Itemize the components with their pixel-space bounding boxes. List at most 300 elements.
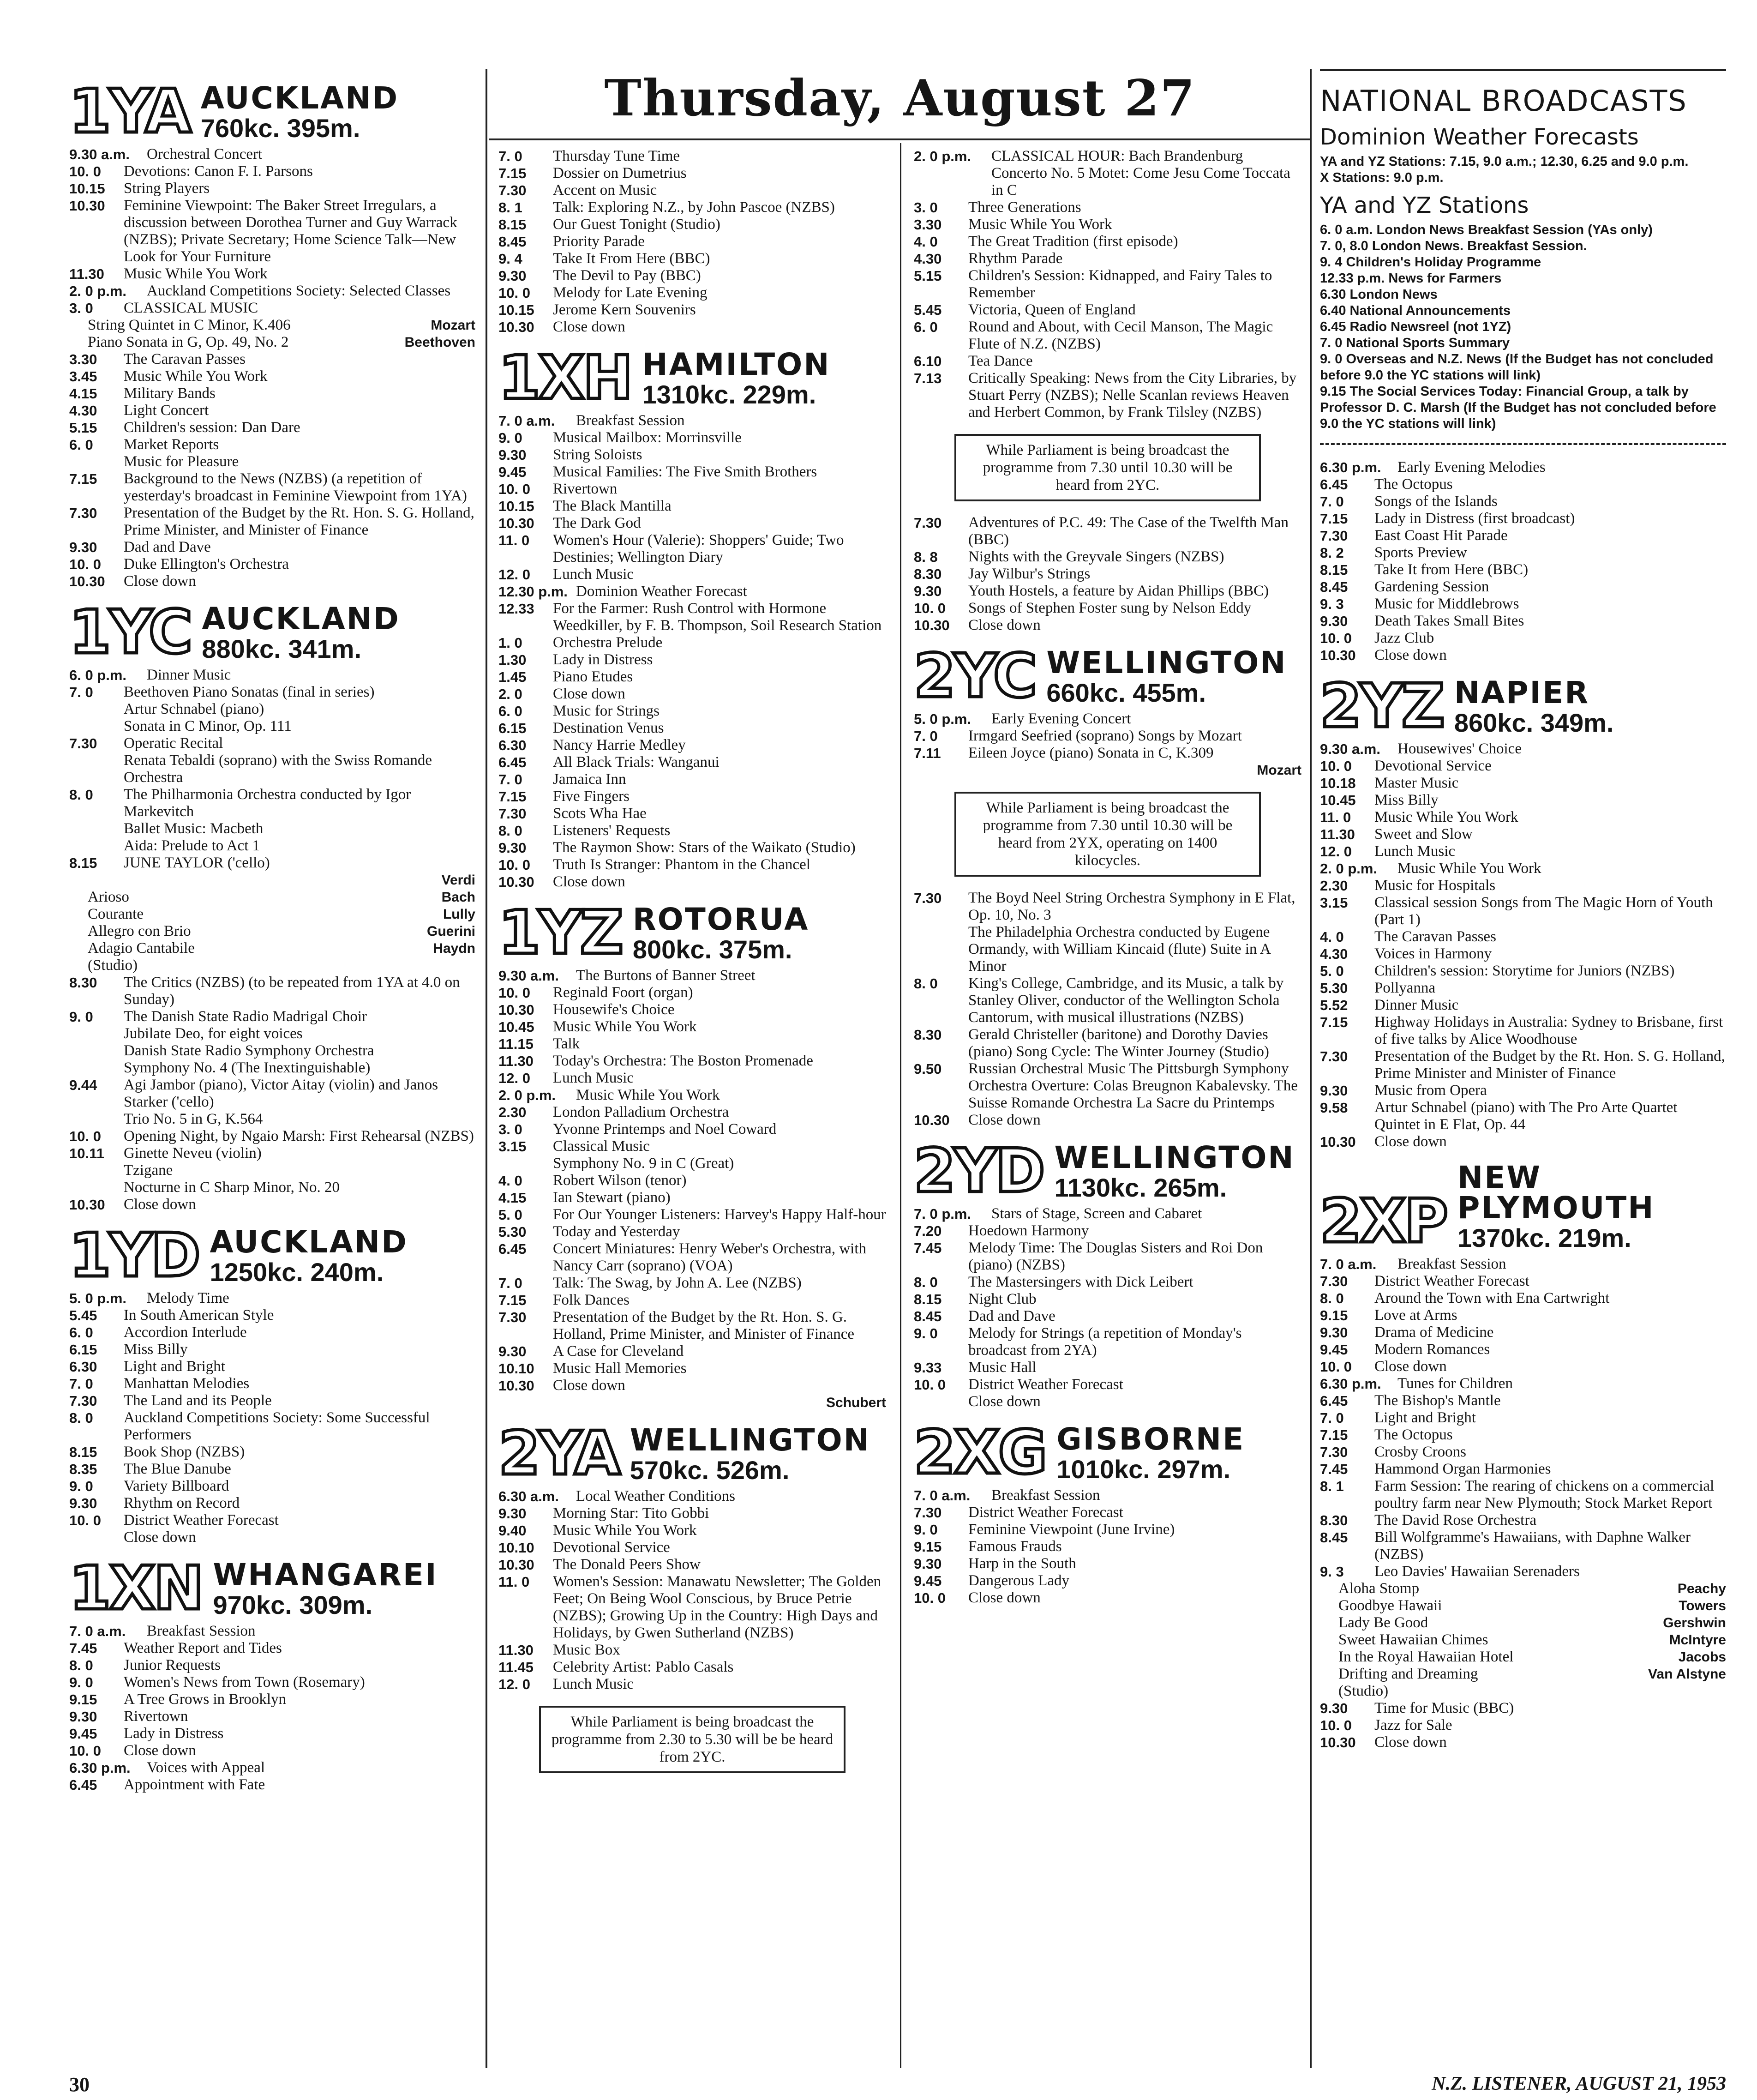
programme-item <box>498 1172 886 1189</box>
programme-time: 8.15 <box>498 217 527 233</box>
programme-item <box>1320 1375 1726 1392</box>
programme-title: Presentation of the Budget by the Rt. Hon. S. G. Holland, Prime Minister, and Minister of Finance <box>124 505 474 538</box>
programme-title: Around the Town with Ena Cartwright <box>1374 1290 1610 1306</box>
programme-title: The Great Tradition (first episode) <box>968 233 1178 250</box>
programme-title: Talk: The Swag, by John A. Lee (NZBS) <box>553 1275 802 1291</box>
programme-item <box>69 505 475 539</box>
programme-time: 11. 0 <box>498 532 530 548</box>
programme-item <box>498 1001 886 1018</box>
composer-line <box>69 872 475 889</box>
programme-title: CLASSICAL HOUR: Bach Brandenburg Concerto No. 5 Motet: Come Jesu Come Toccata in C <box>991 148 1290 199</box>
work-title: Arioso <box>88 889 129 905</box>
station-frequency: 760kc. 395m. <box>200 114 360 143</box>
programme-item <box>498 429 886 446</box>
programme-item <box>914 250 1301 267</box>
composer: Jacobs <box>1678 1649 1726 1665</box>
programme-item <box>69 1623 475 1640</box>
station-info <box>1054 1140 1295 1202</box>
station-info <box>633 904 810 963</box>
programme-item <box>1320 1392 1726 1409</box>
station-city: WELLINGTON <box>630 1422 870 1458</box>
programme-item <box>1320 1341 1726 1358</box>
programme-item <box>1320 809 1726 826</box>
station-call-sign: 1YD <box>69 1220 199 1290</box>
programme-item <box>498 233 886 250</box>
programme-time: 10. 0 <box>1320 1359 1352 1375</box>
programme-time: 7. 0 <box>69 684 93 700</box>
programme-title: Orchestra Prelude <box>553 634 663 651</box>
programme-time: 9.30 <box>1320 1083 1348 1099</box>
programme-title: Ginette Neveu (violin) <box>124 1145 262 1161</box>
programme-time: 8. 1 <box>498 199 522 216</box>
programme-title: The Boyd Neel String Orchestra Symphony in E Flat, Op. 10, No. 3 <box>968 890 1295 923</box>
programme-time: 7.30 <box>69 735 97 752</box>
programme-title: Bill Wolfgramme's Hawaiians, with Daphne Walker (NZBS) <box>1374 1529 1691 1563</box>
national-broadcast-item <box>1320 303 1726 319</box>
programme-item <box>498 319 886 336</box>
programme-time: 9.44 <box>69 1077 97 1093</box>
programme-time: 10. 0 <box>1320 758 1352 774</box>
programme-item <box>498 754 886 771</box>
programme-item <box>1320 1307 1726 1324</box>
programme-item <box>69 539 475 556</box>
programme-time: 11.30 <box>1320 826 1355 842</box>
programme-item <box>69 701 475 718</box>
programme-time: 12.30 p.m. <box>498 584 568 600</box>
programme-time: 4. 0 <box>914 234 938 250</box>
work-title: Allegro con Brio <box>88 923 191 939</box>
programme-title: Crosby Croons <box>1374 1444 1466 1460</box>
programme-title: Music for Pleasure <box>124 453 239 470</box>
programme-item <box>498 498 886 515</box>
programme-title: Music While You Work <box>124 368 268 385</box>
programme-item <box>1320 596 1726 613</box>
programme-item <box>498 446 886 463</box>
programme-item <box>69 1444 475 1461</box>
programme-item <box>69 684 475 701</box>
programme-item <box>69 735 475 752</box>
programme-time: 8.45 <box>1320 1529 1348 1546</box>
programme-item <box>914 1240 1301 1274</box>
station-city: GISBORNE <box>1056 1421 1245 1457</box>
programme-time: 7.30 <box>914 515 942 531</box>
programme-time: 1.30 <box>498 652 527 668</box>
programme-item <box>498 788 886 805</box>
programme-title: Victoria, Queen of England <box>968 301 1136 318</box>
programme-item <box>498 1505 886 1522</box>
programme-time: 7. 0 <box>1320 493 1344 510</box>
programme-time: 6.30 <box>498 737 527 753</box>
programme-time: 6.30 p.m. <box>1320 1376 1381 1392</box>
programme-time: 6.30 <box>1320 287 1346 302</box>
station-call-sign: 2YZ <box>1320 671 1443 741</box>
programme-time: 9. 0 <box>498 430 522 446</box>
programme-time: 7.30 <box>498 806 527 822</box>
programme-item <box>498 1035 886 1053</box>
programme-title: Love at Arms <box>1374 1307 1457 1324</box>
programme-time: 4. 0 <box>1320 929 1344 945</box>
programme-item <box>1320 860 1726 877</box>
programme-item <box>498 1189 886 1206</box>
programme-title: The Philadelphia Orchestra conducted by Eugene Ormandy, with William Kincaid (flute) Suite in A Minor <box>968 924 1270 975</box>
programme-item <box>498 1343 886 1360</box>
programme-title: Music While You Work <box>576 1087 720 1103</box>
programme-title: Close down <box>1374 1133 1447 1150</box>
programme-time: 6. 0 <box>69 1324 93 1341</box>
programme-item <box>498 165 886 182</box>
programme-item <box>69 180 475 197</box>
programme-title: Aida: Prelude to Act 1 <box>124 837 260 854</box>
programme-item <box>914 1572 1301 1589</box>
programme-time: 3.30 <box>914 217 942 233</box>
programme-title: Music for Middlebrows <box>1374 596 1519 612</box>
column-1 <box>69 69 475 1793</box>
programme-time: 10.15 <box>498 302 534 318</box>
composer-line <box>498 1394 886 1411</box>
programme-time: 7.15 <box>1320 511 1348 527</box>
programme-title: Highway Holidays in Australia: Sydney to Brisbane, first of five talks by Alice Woodhouse <box>1374 1014 1723 1047</box>
programme-title: Miss Billy <box>124 1341 188 1358</box>
programme-time: 10. 0 <box>69 163 101 180</box>
programme-title: Dad and Dave <box>968 1308 1055 1324</box>
programme-title: Breakfast Session <box>991 1487 1100 1504</box>
programme-time: 6.40 <box>1320 303 1346 318</box>
programme-time: 12. 0 <box>498 1676 530 1692</box>
programme-title: Beethoven Piano Sonatas (final in series) <box>124 684 375 700</box>
programme-title: Adventures of P.C. 49: The Case of the Twelfth Man (BBC) <box>968 514 1289 548</box>
programme-title: Songs of Stephen Foster sung by Nelson Eddy <box>968 600 1252 616</box>
programme-title: Feminine Viewpoint (June Irvine) <box>968 1521 1175 1538</box>
ya-yz-stations-heading: YA and YZ Stations <box>1320 193 1529 218</box>
programme-time: 4. 0 <box>498 1173 522 1189</box>
programme-title: District Weather Forecast <box>968 1376 1123 1393</box>
programme-title: Death Takes Small Bites <box>1374 613 1524 629</box>
programme-title: District Weather Forecast <box>124 1512 279 1528</box>
programme-item <box>914 1504 1301 1521</box>
parliament-notice: While Parliament is being broadcast the programme from 7.30 until 10.30 will be heard from 2YX, operating on 1400 kilocycles. <box>954 792 1261 877</box>
programme-time: 8.30 <box>914 1027 942 1043</box>
programme-item <box>69 351 475 368</box>
programme-title: Close down <box>1374 1358 1447 1375</box>
programme-title: Talk: Exploring N.Z., by John Pascoe (NZBS) <box>553 199 835 216</box>
programme-item <box>69 453 475 470</box>
programme-time: 11. 0 <box>498 1574 530 1590</box>
programme-time: 7.30 <box>1320 1273 1348 1289</box>
page-number: 30 <box>69 2073 90 2096</box>
programme-title: Ballet Music: Macbeth <box>124 820 264 837</box>
programme-title: Manhattan Melodies <box>124 1375 250 1392</box>
programme-item <box>914 1274 1301 1291</box>
programme-title: The Burtons of Banner Street <box>576 967 756 984</box>
programme-item <box>914 710 1301 728</box>
programme-time: 12. 0 <box>1320 843 1352 860</box>
programme-time <box>69 453 124 470</box>
programme-time: 7. 0 <box>914 728 938 744</box>
programme-item <box>914 1308 1301 1325</box>
programme-title: Nancy Harrie Medley <box>553 737 686 753</box>
programme-title: London News <box>1349 287 1438 302</box>
programme-item <box>69 837 475 854</box>
programme-item <box>69 1512 475 1529</box>
programme-title: Music for Strings <box>553 703 660 719</box>
programme-title: Youth Hostels, a feature by Aidan Phillips (BBC) <box>968 583 1269 599</box>
programme-item <box>1320 826 1726 843</box>
weather-forecasts-heading: Dominion Weather Forecasts <box>1320 124 1639 150</box>
programme-time <box>69 718 124 735</box>
programme-time: 9.30 <box>1320 1700 1348 1716</box>
programme-item <box>914 1555 1301 1572</box>
programme-title: Feminine Viewpoint: The Baker Street Irregulars, a discussion between Dorothea Turner and Guy Warrack (NZBS); Private Secretary; Home Science Talk—New Look for Your Furniture <box>124 197 457 265</box>
programme-time <box>69 1025 124 1042</box>
programme-title: Piano Etudes <box>553 668 633 685</box>
programme-title: JUNE TAYLOR ('cello) <box>124 854 270 871</box>
programme-title: The David Rose Orchestra <box>1374 1512 1536 1528</box>
programme-time: 10.45 <box>498 1019 534 1035</box>
programme-title: Three Generations <box>968 199 1081 216</box>
programme-time <box>69 1059 124 1077</box>
music-selection <box>1320 1631 1726 1649</box>
programme-title: Music for Hospitals <box>1374 877 1496 894</box>
programme-time: 11. 0 <box>1320 809 1351 825</box>
programme-title: Truth Is Stranger: Phantom in the Chancel <box>553 856 810 873</box>
composer: Gershwin <box>1663 1615 1726 1631</box>
programme-item <box>1320 980 1726 997</box>
programme-time: 8. 0 <box>498 823 522 839</box>
programme-title: Gerald Christeller (baritone) and Dorothy Davies (piano) Song Cycle: The Winter Journey (Studio) <box>968 1026 1269 1060</box>
programme-item <box>69 1691 475 1708</box>
programme-title: Critically Speaking: News from the City Libraries, by Stuart Perry (NZBS); Nelle Scanlan reviews Heaven and Herbert Common, by Frank Tilsley (NZBS) <box>968 370 1297 421</box>
programme-title: Eileen Joyce (piano) Sonata in C, K.309 <box>968 745 1214 761</box>
programme-title: Music While You Work <box>553 1522 697 1539</box>
programme-time: 7. 0 <box>1320 1410 1344 1426</box>
programme-time: 9.30 <box>1320 1324 1348 1341</box>
programme-time: 3.45 <box>69 368 97 385</box>
programme-title: For the Farmer: Rush Control with Hormone Weedkiller, by F. B. Thompson, Soil Research Station <box>553 600 882 634</box>
programme-time: 10. 0 <box>1320 630 1352 646</box>
programme-item <box>1320 1048 1726 1082</box>
programme-title: Tunes for Children <box>1397 1375 1513 1392</box>
composer: Van Alstyne <box>1648 1667 1726 1682</box>
programme-item <box>69 786 475 820</box>
programme-time: 5.15 <box>914 268 942 284</box>
programme-item <box>69 573 475 590</box>
programme-item <box>1320 613 1726 630</box>
programme-time: 5.15 <box>69 420 97 436</box>
programme-item <box>69 1307 475 1324</box>
programme-item <box>69 300 475 317</box>
programme-title: Presentation of the Budget by the Rt. Hon. S. G. Holland, Prime Minister, and Minister of Finance <box>553 1309 855 1342</box>
programme-time <box>69 1179 124 1196</box>
programme-time: 7.15 <box>69 471 97 487</box>
programme-item <box>69 1375 475 1392</box>
programme-item <box>914 1205 1301 1222</box>
programme-time: 9. 3 <box>1320 596 1344 612</box>
programme-time: 8.15 <box>69 1444 97 1460</box>
station-header <box>69 1553 475 1623</box>
programme-time: 10. 0 <box>914 1590 946 1606</box>
programme-title: Scots Wha Hae <box>553 805 647 822</box>
programme-time: 2. 0 p.m. <box>498 1087 556 1103</box>
programme-item <box>1320 997 1726 1014</box>
programme-item <box>69 1742 475 1759</box>
national-broadcasts-panel <box>1320 69 1726 445</box>
programme-title: The Octopus <box>1374 476 1453 493</box>
programme-title: Presentation of the Budget by the Rt. Hon. S. G. Holland, Prime Minister and Minister of Finance <box>1374 1048 1725 1082</box>
page-title: Thursday, August 27 <box>604 69 1196 127</box>
programme-time: 9.30 <box>914 583 942 599</box>
programme-title: Duke Ellington's Orchestra <box>124 556 289 572</box>
programme-time: 5. 0 <box>1320 963 1344 979</box>
programme-item <box>1320 775 1726 792</box>
programme-item <box>498 301 886 319</box>
programme-time: 9. 0 <box>914 1522 938 1538</box>
station-header <box>498 897 886 968</box>
programme-time: 10. 0 <box>498 481 530 497</box>
station-info <box>202 601 400 663</box>
work-title: Goodbye Hawaii <box>1338 1597 1442 1614</box>
programme-item <box>914 319 1301 353</box>
programme-title: Music Box <box>553 1642 620 1658</box>
national-broadcast-item <box>1320 222 1726 238</box>
programme-time: 9.30 <box>1320 613 1348 629</box>
programme-time: 8.45 <box>498 234 527 250</box>
programme-item <box>498 250 886 267</box>
programme-title: The Danish State Radio Madrigal Choir <box>124 1008 367 1025</box>
programme-time: 9.33 <box>914 1360 942 1376</box>
programme-time: 4.15 <box>498 1190 527 1206</box>
programme-time: 10. 0 <box>914 600 946 616</box>
programme-time: 9.30 <box>498 447 527 463</box>
programme-title: Hammond Organ Harmonies <box>1374 1461 1551 1477</box>
weather-forecast-line: X Stations: 9.0 p.m. <box>1320 170 1444 185</box>
station-header <box>1320 671 1726 741</box>
programme-time: 7.30 <box>69 505 97 521</box>
programme-item <box>914 890 1301 924</box>
programme-item <box>498 1539 886 1556</box>
programme-time: 7.45 <box>914 1240 942 1256</box>
programme-time: 7.45 <box>69 1640 97 1656</box>
programme-item <box>69 1640 475 1657</box>
programme-time: 8.30 <box>1320 1512 1348 1528</box>
programme-title: Nocturne in C Sharp Minor, No. 20 <box>124 1179 340 1196</box>
programme-time: 10.30 <box>498 1002 534 1018</box>
programme-time: 10. 0 <box>498 857 530 873</box>
station-header <box>498 343 886 413</box>
programme-time: 7.30 <box>498 182 527 199</box>
programme-time: 9.30 a.m. <box>1320 741 1380 757</box>
programme-title: In South American Style <box>124 1307 274 1324</box>
programme-title: Music Hall <box>968 1359 1037 1376</box>
programme-time: 8.45 <box>1320 579 1348 595</box>
station-city: NEW PLYMOUTH <box>1457 1160 1655 1226</box>
programme-item <box>914 1112 1301 1129</box>
programme-title: The Octopus <box>1374 1426 1453 1443</box>
programme-time: 10.30 <box>498 874 534 890</box>
programme-time: 10.45 <box>1320 792 1356 808</box>
programme-time: 9. 4 <box>498 251 522 267</box>
programme-item <box>69 667 475 684</box>
column-2 <box>498 148 886 1786</box>
programme-item <box>914 617 1301 634</box>
programme-title: String Players <box>124 180 210 197</box>
station-call-sign: 1YZ <box>498 897 622 968</box>
programme-time: 8. 2 <box>1320 545 1344 561</box>
programme-title: Music While You Work <box>553 1018 697 1035</box>
programme-item <box>1320 1734 1726 1751</box>
programme-title: Close down <box>124 1742 196 1759</box>
work-title: (Studio) <box>1338 1683 1389 1699</box>
programme-item <box>498 600 886 634</box>
programme-title: String Soloists <box>553 446 642 463</box>
programme-item <box>914 600 1301 617</box>
programme-time: 9.30 <box>69 1495 97 1511</box>
programme-time: 7.45 <box>1320 1461 1348 1477</box>
programme-item <box>498 481 886 498</box>
programme-title: Nights with the Greyvale Singers (NZBS) <box>968 548 1224 565</box>
programme-time: 10.30 <box>498 1378 534 1394</box>
programme-title: Trio No. 5 in G, K.564 <box>124 1111 263 1127</box>
programme-time: 10. 0 <box>69 556 101 572</box>
programme-title: Lunch Music <box>1374 843 1456 860</box>
programme-time: 10.11 <box>69 1145 104 1161</box>
programme-title: Five Fingers <box>553 788 630 805</box>
programme-title: Market Reports <box>124 436 219 453</box>
programme-title: Songs of the Islands <box>1374 493 1498 510</box>
programme-title: Classical Music <box>553 1138 650 1155</box>
programme-title: Musical Mailbox: Morrinsville <box>553 429 742 446</box>
programme-title: The Mastersingers with Dick Leibert <box>968 1274 1193 1290</box>
programme-title: National Sports Summary <box>1346 336 1510 350</box>
programme-item <box>1320 459 1726 476</box>
programme-item <box>1320 877 1726 894</box>
programme-title: Harp in the South <box>968 1555 1076 1572</box>
programme-time: 7. 0 <box>498 771 522 788</box>
programme-time: 6. 0 <box>914 319 938 335</box>
programme-item <box>914 1393 1301 1410</box>
programme-item <box>69 163 475 180</box>
programme-title: Devotions: Canon F. I. Parsons <box>124 163 313 180</box>
programme-item <box>1320 1014 1726 1048</box>
programme-item <box>69 1708 475 1725</box>
station-call-sign: 2YD <box>914 1136 1043 1206</box>
programme-title: Orchestral Concert <box>147 146 263 162</box>
programme-time: 10. 0 <box>69 1128 101 1144</box>
programme-time: 7. 0 a.m. <box>914 1487 971 1504</box>
column-4 <box>1320 69 1726 1751</box>
programme-item <box>914 548 1301 566</box>
programme-item <box>69 1128 475 1145</box>
programme-title: Close down <box>968 1112 1041 1128</box>
station-frequency: 880kc. 341m. <box>202 634 361 663</box>
programme-item <box>498 1240 886 1275</box>
programme-title: Symphony No. 4 (The Inextinguishable) <box>124 1059 371 1076</box>
work-title: Lady Be Good <box>1338 1614 1428 1631</box>
programme-title: Background to the News (NZBS) (a repetition of yesterday's broadcast in Feminine Viewpoint from 1YA) <box>124 470 467 504</box>
programme-title: The Black Mantilla <box>553 498 672 514</box>
programme-time: 4.15 <box>69 385 97 402</box>
programme-time: 10.15 <box>498 498 534 514</box>
programme-item <box>69 1495 475 1512</box>
programme-time: 2.30 <box>1320 878 1348 894</box>
programme-title: District Weather Forecast <box>1374 1273 1529 1289</box>
programme-title: The Dark God <box>553 515 641 531</box>
programme-title: Early Evening Melodies <box>1397 459 1546 475</box>
programme-time: 10. 0 <box>914 1377 946 1393</box>
programme-title: Rhythm Parade <box>968 250 1063 267</box>
programme-title: Early Evening Concert <box>991 710 1131 727</box>
programme-item <box>914 233 1301 250</box>
programme-time <box>69 820 124 837</box>
